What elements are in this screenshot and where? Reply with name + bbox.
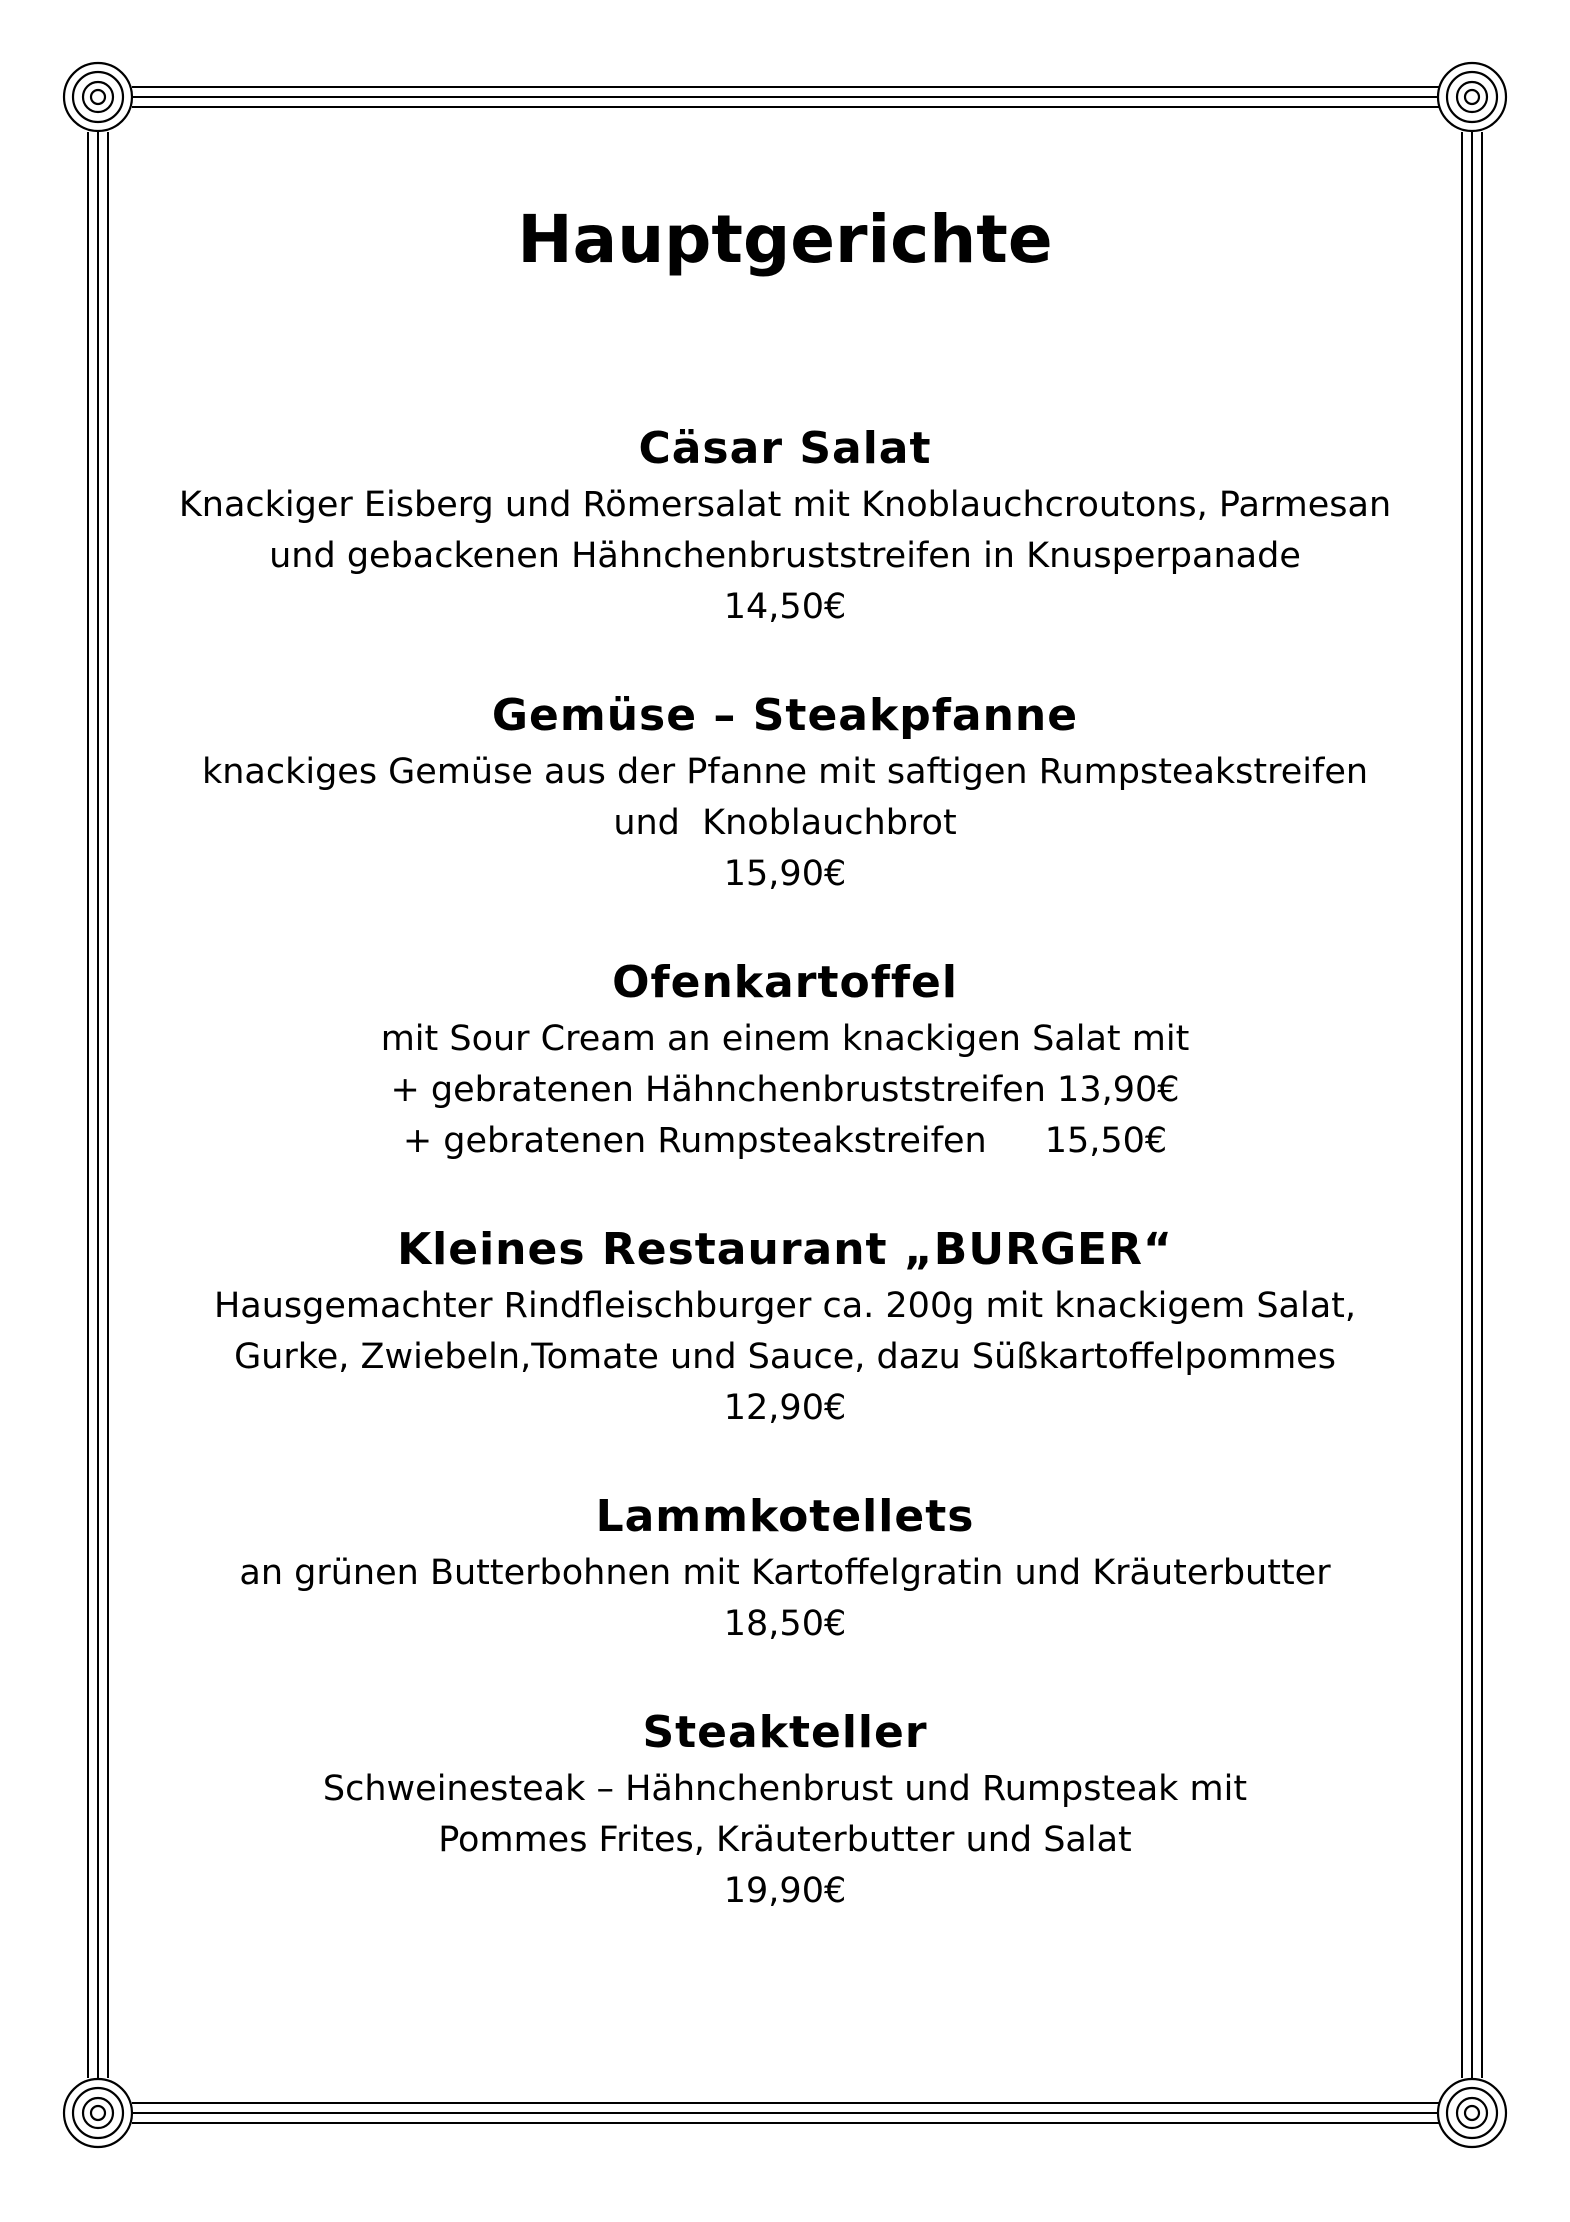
dish-price: 18,50€ <box>723 1604 847 1644</box>
dish-name: Gemüse – Steakpfanne <box>491 690 1079 741</box>
dish-description-line: knackiges Gemüse aus der Pfanne mit saftigen Rumpsteakstreifen <box>201 752 1369 792</box>
menu-content <box>150 190 1420 1969</box>
dish-option-label: + gebratenen Rumpsteakstreifen <box>402 1121 987 1161</box>
dish-option <box>150 1065 1420 1116</box>
page-title: Hauptgerichte <box>517 201 1053 278</box>
dish-description-line: an grünen Butterbohnen mit Kartoffelgratin und Kräuterbutter <box>239 1553 1331 1593</box>
dish-option-price: 13,90€ <box>1057 1070 1180 1110</box>
dish-description-line: Knackiger Eisberg und Römersalat mit Knoblauchcroutons, Parmesan <box>178 485 1392 525</box>
dish-description-line: Hausgemachter Rindfleischburger ca. 200g mit knackigem Salat, <box>213 1286 1357 1326</box>
dish-lamb-chops <box>150 1486 1420 1650</box>
dish-price: 14,50€ <box>723 587 847 627</box>
corner-ornament-bottom-left <box>64 2079 132 2147</box>
corner-ornament-bottom-right <box>1438 2079 1506 2147</box>
dish-option-price: 15,50€ <box>1044 1121 1168 1161</box>
dish-description-line: Pommes Frites, Kräuterbutter und Salat <box>438 1820 1132 1860</box>
dish-description-line: Schweinesteak – Hähnchenbrust und Rumpsteak mit <box>322 1769 1248 1809</box>
dish-caesar-salad <box>150 418 1420 633</box>
dish-option <box>150 1116 1420 1167</box>
dish-description-line: mit Sour Cream an einem knackigen Salat mit <box>380 1019 1190 1059</box>
dish-price: 12,90€ <box>723 1388 847 1428</box>
dish-description-line: und gebackenen Hähnchenbruststreifen in Knusperpanade <box>269 536 1301 576</box>
dish-name: Lammkotellets <box>595 1491 975 1542</box>
dish-name: Steakteller <box>642 1707 928 1758</box>
dish-name: Ofenkartoffel <box>612 957 958 1008</box>
corner-ornament-top-left <box>64 63 132 131</box>
dish-option-label: + gebratenen Hähnchenbruststreifen <box>390 1070 1046 1110</box>
dish-description-line: und Knoblauchbrot <box>613 803 957 843</box>
dish-name: Cäsar Salat <box>638 423 932 474</box>
dish-price: 19,90€ <box>723 1871 847 1911</box>
dish-name: Kleines Restaurant „BURGER“ <box>397 1224 1173 1275</box>
corner-ornament-top-right <box>1438 63 1506 131</box>
dish-price: 15,90€ <box>723 854 847 894</box>
dish-steak-plate <box>150 1702 1420 1917</box>
dish-vegetable-steak-pan <box>150 685 1420 900</box>
dish-description-line: Gurke, Zwiebeln,Tomate und Sauce, dazu Süßkartoffelpommes <box>234 1337 1336 1377</box>
dish-baked-potato <box>150 952 1420 1167</box>
dish-burger <box>150 1219 1420 1434</box>
